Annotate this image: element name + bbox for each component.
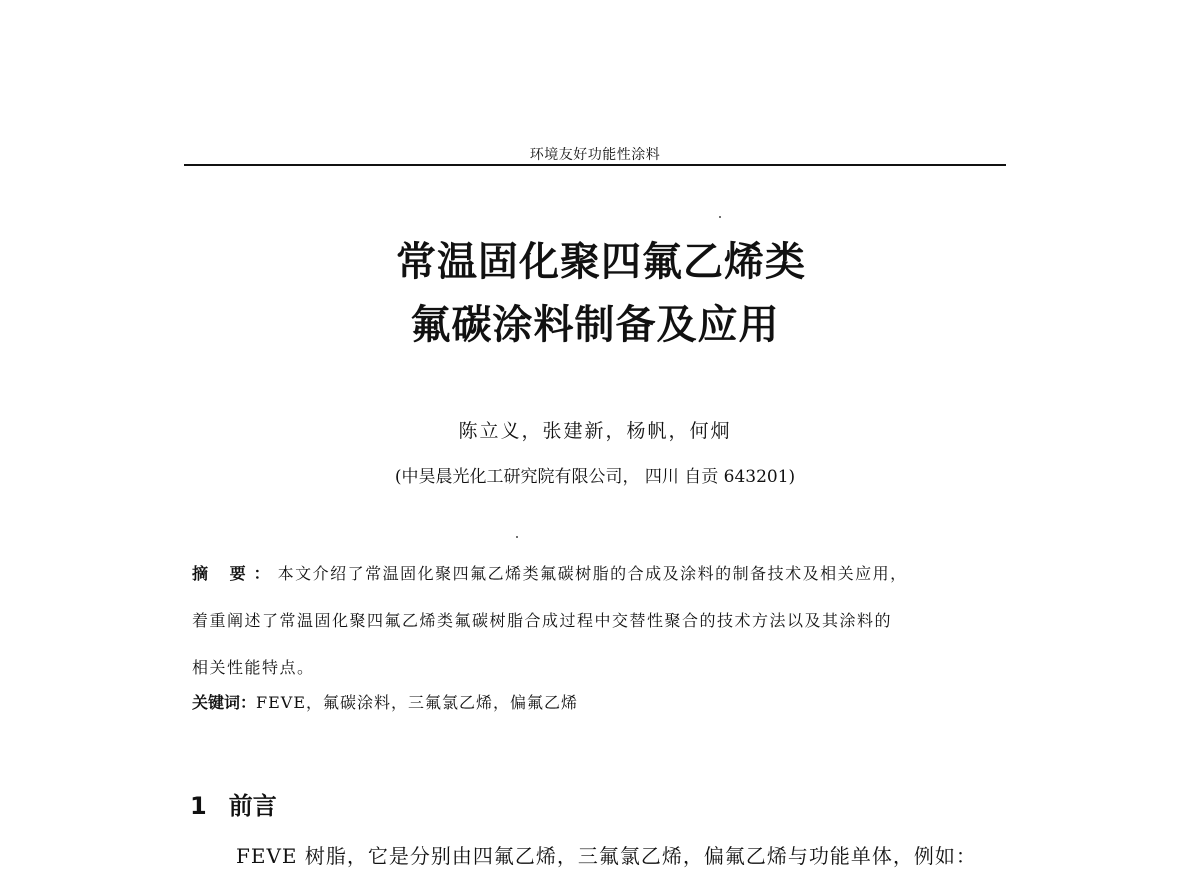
section-number: 1 bbox=[190, 792, 207, 820]
affiliation: (中昊晨光化工研究院有限公司， 四川 自贡 643201) bbox=[394, 467, 796, 487]
keywords-text: FEVE，氟碳涂料，三氟氯乙烯，偏氟乙烯 bbox=[256, 693, 579, 712]
header-rule bbox=[184, 164, 1006, 166]
keywords bbox=[192, 690, 578, 713]
keywords-label: 关键词： bbox=[192, 693, 257, 712]
section-title: 前言 bbox=[228, 792, 277, 820]
abstract bbox=[192, 550, 1004, 691]
body-paragraph-line: FEVE 树脂，它是分别由四氟乙烯，三氟氯乙烯，偏氟乙烯与功能单体，例如： bbox=[236, 844, 977, 868]
paper-title-line-1: 常温固化聚四氟乙烯类 bbox=[396, 239, 806, 285]
scan-speck bbox=[719, 216, 721, 218]
abstract-line-2: 着重阐述了常温固化聚四氟乙烯类氟碳树脂合成过程中交替性聚合的技术方法以及其涂料的 bbox=[192, 611, 893, 630]
abstract-label: 摘 要： bbox=[192, 564, 278, 583]
paper-title-line-2: 氟碳涂料制备及应用 bbox=[410, 302, 780, 348]
abstract-text-1: 本文介绍了常温固化聚四氟乙烯类氟碳树脂的合成及涂料的制备技术及相关应用， bbox=[277, 564, 908, 583]
abstract-line-3: 相关性能特点。 bbox=[192, 658, 315, 677]
section-heading bbox=[190, 786, 277, 821]
author-list: 陈立义，张建新，杨帆，何炯 bbox=[458, 420, 732, 442]
running-header: 环境友好功能性涂料 bbox=[529, 147, 661, 163]
abstract-line-1 bbox=[192, 550, 1004, 597]
scan-speck bbox=[516, 536, 518, 538]
